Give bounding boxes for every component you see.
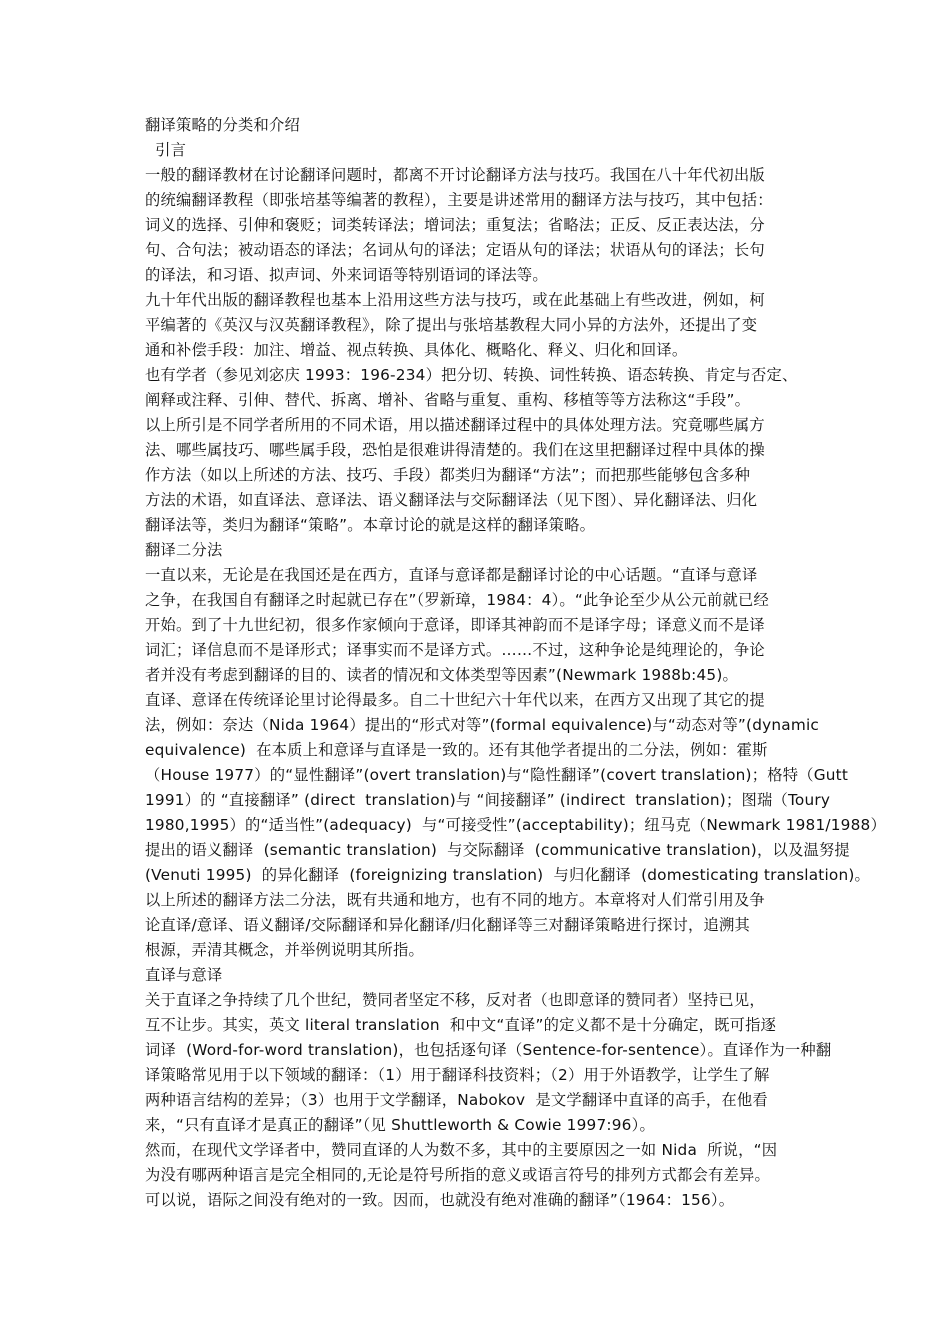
- paragraph-line: 根源，弄清其概念，并举例说明其所指。: [145, 941, 424, 959]
- paragraph-line: 词义的选择、引伸和褒贬；词类转译法；增词法；重复法；省略法；正反、反正表达法，分: [145, 216, 765, 234]
- paragraph-line: 直译、意译在传统译论里讨论得最多。自二十世纪六十年代以来，在西方又出现了其它的提: [145, 691, 765, 709]
- heading-text: 引言: [145, 141, 187, 159]
- heading-text: 翻译二分法: [145, 541, 223, 559]
- paragraph-line: 九十年代出版的翻译教程也基本上沿用这些方法与技巧，或在此基础上有些改进，例如，柯: [145, 291, 765, 309]
- paragraph: [145, 688, 886, 888]
- paragraph: [145, 363, 807, 538]
- paragraph-line: 为没有哪两种语言是完全相同的,无论是符号所指的意义或语言符号的排列方式都会有差异。: [145, 1166, 770, 1184]
- paragraph-line: （House 1977）的“显性翻译”(overt translation)与“隐性翻译”(covert translation)；格特（Gutt: [145, 766, 849, 784]
- paragraph-line: 句、合句法；被动语态的译法；名词从句的译法；定语从句的译法；状语从句的译法；长句: [145, 241, 765, 259]
- paragraph-line: 两种语言结构的差异；（3）也用于文学翻译，Nabokov 是文学翻译中直译的高手，在他看: [145, 1091, 768, 1109]
- paragraph-line: 翻译法等，类归为翻译“策略”。本章讨论的就是这样的翻译策略。: [145, 516, 596, 534]
- paragraph-line: 论直译/意译、语义翻译/交际翻译和异化翻译/归化翻译等三对翻译策略进行探讨，追溯其: [145, 916, 750, 934]
- paragraph-line: 译策略常见用于以下领域的翻译：（1）用于翻译科技资料；（2）用于外语教学，让学生了解: [145, 1066, 770, 1084]
- paragraph-line: 互不让步。其实，英文 literal translation 和中文“直译”的定义都不是十分确定，既可指逐: [145, 1016, 777, 1034]
- paragraph-line: equivalence) 在本质上和意译与直译是一致的。还有其他学者提出的二分法，例如：霍斯: [145, 741, 768, 759]
- paragraph-line: 以上所引是不同学者所用的不同术语，用以描述翻译过程中的具体处理方法。究竟哪些属方: [145, 416, 765, 434]
- paragraph-line: 一直以来，无论是在我国还是在西方，直译与意译都是翻译讨论的中心话题。“直译与意译: [145, 566, 758, 584]
- paragraph-line: 词译 (Word-for-word translation)，也包括逐句译（Sentence-for-sentence）。直译作为一种翻: [145, 1041, 832, 1059]
- paragraph-line: 平编著的《英汉与汉英翻译教程》，除了提出与张培基教程大同小异的方法外，还提出了变: [145, 316, 758, 334]
- paragraph-line: 来，“只有直译才是真正的翻译”（见 Shuttleworth & Cowie 1997:96）。: [145, 1116, 655, 1134]
- section-heading: [145, 138, 807, 163]
- paragraph-line: 1991）的 “直接翻译” (direct translation)与 “间接翻译” (indirect translation)；图瑞（Toury: [145, 791, 831, 809]
- paragraph: [145, 563, 807, 688]
- paragraph-line: 也有学者（参见刘宓庆 1993：196-234）把分切、转换、词性转换、语态转换、肯定与否定、: [145, 366, 798, 384]
- paragraph-line: 的统编翻译教程（即张培基等编著的教程），主要是讲述常用的翻译方法与技巧，其中包括：: [145, 191, 773, 209]
- paragraph-line: 提出的语义翻译 (semantic translation) 与交际翻译 (communicative translation)，以及温努提: [145, 841, 850, 859]
- paragraph-line: 关于直译之争持续了几个世纪，赞同者坚定不移，反对者（也即意译的赞同者）坚持已见，: [145, 991, 765, 1009]
- paragraph-line: 可以说，语际之间没有绝对的一致。因而，也就没有绝对准确的翻译”（1964：156）。: [145, 1191, 735, 1209]
- paragraph: [145, 1138, 807, 1213]
- paragraph-line: 法、哪些属技巧、哪些属手段，恐怕是很难讲得清楚的。我们在这里把翻译过程中具体的操: [145, 441, 765, 459]
- section-heading: [145, 113, 807, 138]
- section-heading: [145, 538, 807, 563]
- paragraph: [145, 288, 807, 363]
- paragraph-line: (Venuti 1995) 的异化翻译 (foreignizing translation) 与归化翻译 (domesticating translation)。: [145, 866, 871, 884]
- paragraph-line: 的译法，和习语、拟声词、外来词语等特别语词的译法等。: [145, 266, 548, 284]
- paragraph: [145, 988, 832, 1138]
- paragraph-line: 一般的翻译教材在讨论翻译问题时，都离不开讨论翻译方法与技巧。我国在八十年代初出版: [145, 166, 765, 184]
- section-heading: [145, 963, 807, 988]
- paragraph-line: 者并没有考虑到翻译的目的、读者的情况和文体类型等因素”(Newmark 1988b:45)。: [145, 666, 738, 684]
- paragraph-line: 作方法（如以上所述的方法、技巧、手段）都类归为翻译“方法”；而把那些能够包含多种: [145, 466, 751, 484]
- paragraph-line: 之争，在我国自有翻译之时起就已存在”（罗新璋，1984：4）。“此争论至少从公元前就已经: [145, 591, 769, 609]
- paragraph-line: 词汇；译信息而不是译形式；译事实而不是译方式。……不过，这种争论是纯理论的，争论: [145, 641, 765, 659]
- paragraph-line: 阐释或注释、引伸、替代、拆离、增补、省略与重复、重构、移植等等方法称这“手段”。: [145, 391, 751, 409]
- document-body: [145, 113, 886, 1213]
- paragraph-line: 开始。到了十九世纪初，很多作家倾向于意译，即译其神韵而不是译字母；译意义而不是译: [145, 616, 765, 634]
- paragraph: [145, 888, 807, 963]
- paragraph-line: 然而，在现代文学译者中，赞同直译的人为数不多，其中的主要原因之一如 Nida 所说，“因: [145, 1141, 778, 1159]
- paragraph-line: 法，例如：奈达（Nida 1964）提出的“形式对等”(formal equivalence)与“动态对等”(dynamic: [145, 716, 820, 734]
- heading-text: 直译与意译: [145, 966, 223, 984]
- paragraph: [145, 163, 807, 288]
- paragraph-line: 以上所述的翻译方法二分法，既有共通和地方，也有不同的地方。本章将对人们常引用及争: [145, 891, 765, 909]
- heading-text: 翻译策略的分类和介绍: [145, 116, 300, 134]
- paragraph-line: 1980,1995）的“适当性”(adequacy) 与“可接受性”(acceptability)；纽马克（Newmark 1981/1988）: [145, 816, 886, 834]
- paragraph-line: 通和补偿手段：加注、增益、视点转换、具体化、概略化、释义、归化和回译。: [145, 341, 688, 359]
- paragraph-line: 方法的术语，如直译法、意译法、语义翻译法与交际翻译法（见下图）、异化翻译法、归化: [145, 491, 758, 509]
